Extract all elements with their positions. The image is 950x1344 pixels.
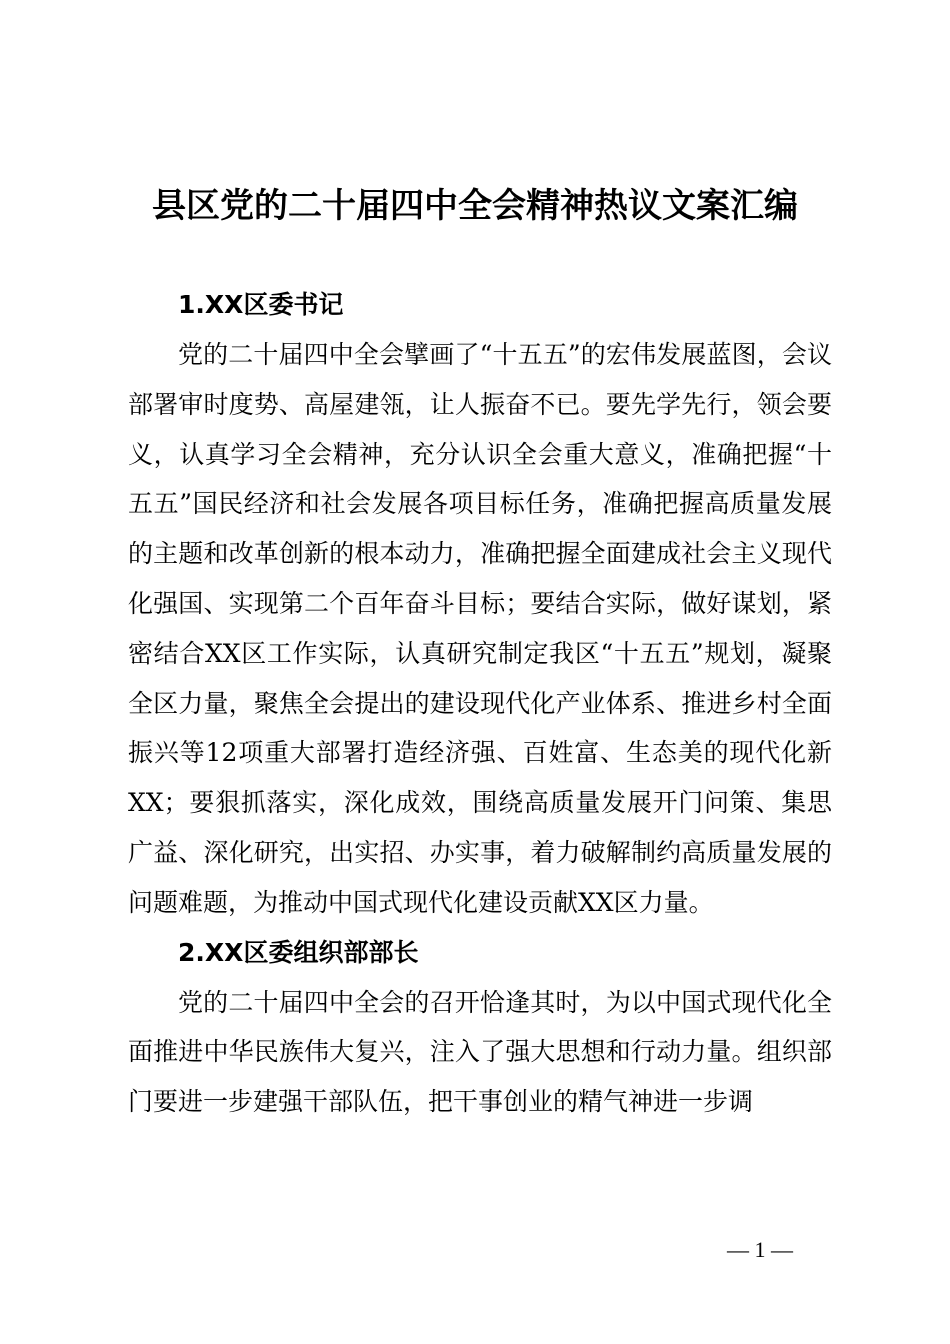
document-title: 县区党的二十届四中全会精神热议文案汇编: [152, 186, 798, 226]
document-body: [128, 280, 832, 1127]
page-number: — 1 —: [727, 1237, 793, 1262]
section-heading-2: 2.XX区委组织部部长: [178, 937, 419, 967]
section-paragraph-1: 党的二十届四中全会擘画了“十五五”的宏伟发展蓝图，会议部署审时度势、高屋建瓴，让人振奋不已。要先学先行，领会要义，认真学习全会精神，充分认识全会重大意义，准确把握“十五五”国民经济和社会发展各项目标任务，准确把握高质量发展的主题和改革创新的根本动力，准确把握全面建成社会主义现代化强国、实现第二个百年奋斗目标；要结合实际，做好谋划，紧密结合XX区工作实际，认真研究制定我区“十五五”规划，凝聚全区力量，聚焦全会提出的建设现代化产业体系、推进乡村全面振兴等12项重大部署打造经济强、百姓富、生态美的现代化新XX；要狠抓落实，深化成效，围绕高质量发展开门问策、集思广益、深化研究，出实招、办实事，着力破解制约高质量发展的问题难题，为推动中国式现代化建设贡献XX区力量。: [128, 340, 832, 917]
section-paragraph-2: 党的二十届四中全会的召开恰逢其时，为以中国式现代化全面推进中华民族伟大复兴，注入了强大思想和行动力量。组织部门要进一步建强干部队伍，把干事创业的精气神进一步调: [128, 987, 832, 1117]
section-heading-1: 1.XX区委书记: [178, 290, 344, 319]
